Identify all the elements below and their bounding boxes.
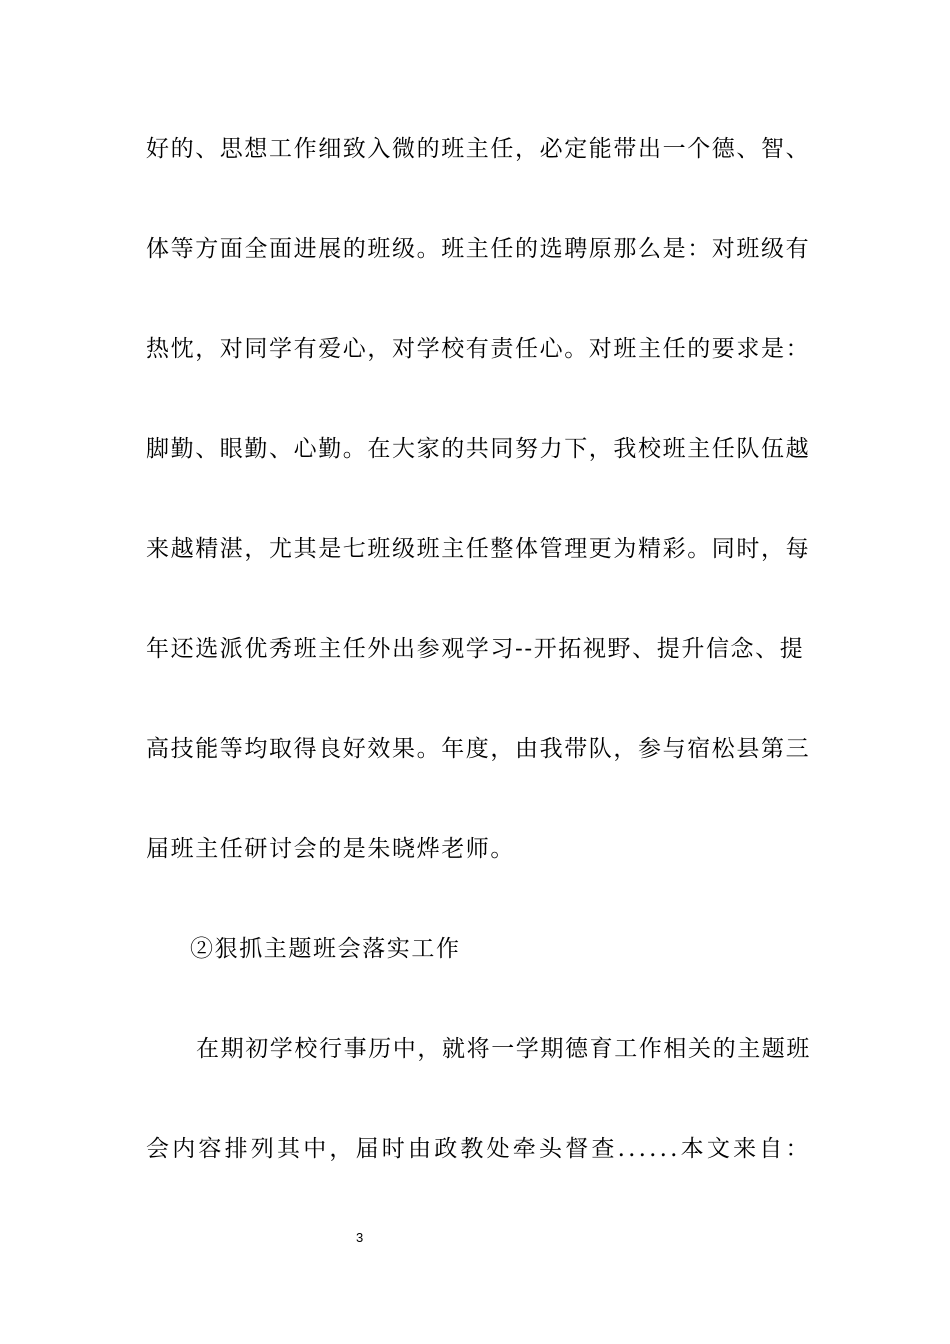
body-text-line: 会内容排列其中，届时由政教处牵头督查......本文来自： [146,1136,812,1162]
body-text-line: 在期初学校行事历中，就将一学期德育工作相关的主题班 [196,1036,811,1062]
body-text-line: 高技能等均取得良好效果。年度，由我带队，参与宿松县第三 [146,736,811,762]
section-heading: ②狠抓主题班会落实工作 [190,936,461,962]
body-text-line: 体等方面全面进展的班级。班主任的选聘原那么是：对班级有 [146,236,811,262]
page-number: 3 [356,1230,364,1245]
body-text-line: 届班主任研讨会的是朱晓烨老师。 [146,836,515,862]
body-text-line: 脚勤、眼勤、心勤。在大家的共同努力下，我校班主任队伍越 [146,436,811,462]
body-text-line: 年还选派优秀班主任外出参观学习--开拓视野、提升信念、提 [146,636,805,662]
body-text-line: 好的、思想工作细致入微的班主任，必定能带出一个德、智、 [146,136,811,162]
body-text-line: 热忱，对同学有爱心，对学校有责任心。对班主任的要求是： [146,336,811,362]
body-text-line: 来越精湛，尤其是七班级班主任整体管理更为精彩。同时，每 [146,536,811,562]
